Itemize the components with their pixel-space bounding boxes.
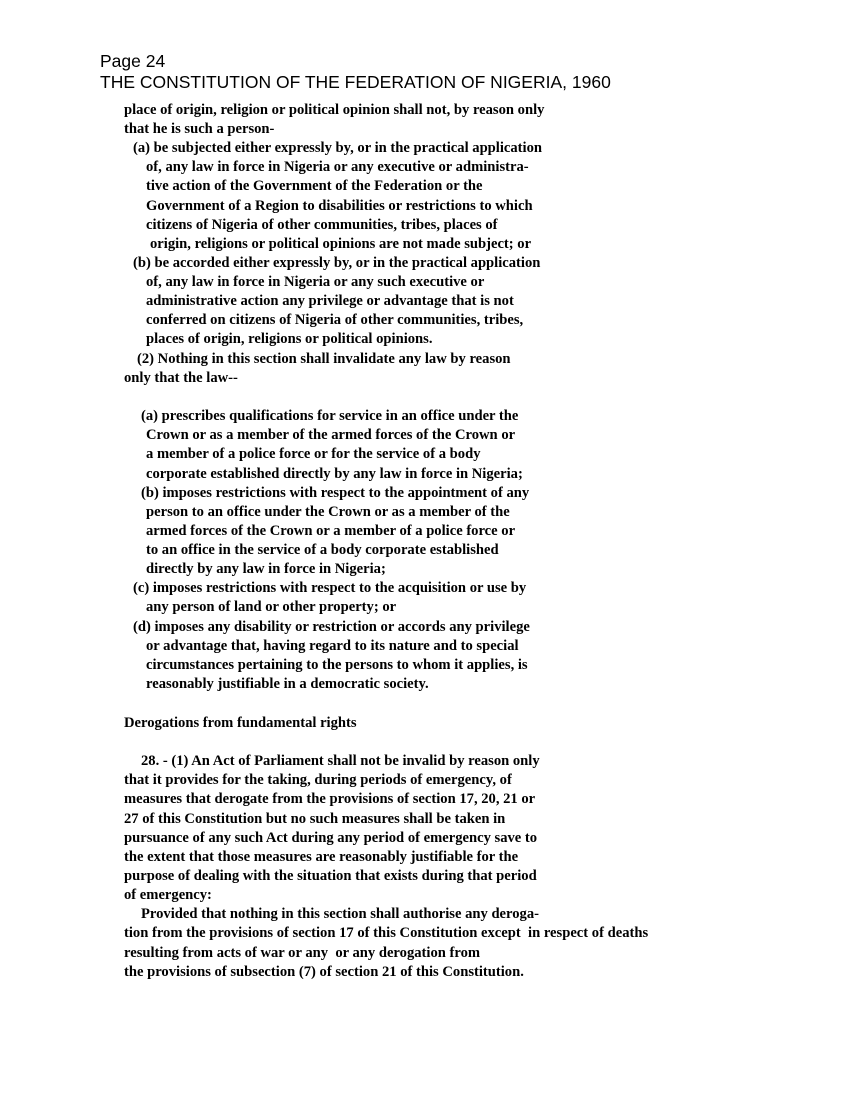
text-line: 28. - (1) An Act of Parliament shall not be invalid by reason only <box>141 753 540 769</box>
text-line: resulting from acts of war or any or any derogation from <box>124 945 481 961</box>
text-line: (b) imposes restrictions with respect to the appointment of any <box>141 485 530 501</box>
text-line: conferred on citizens of Nigeria of other communities, tribes, <box>146 312 524 328</box>
text-line: of, any law in force in Nigeria or any such executive or <box>146 274 485 290</box>
text-line: person to an office under the Crown or as a member of the <box>146 504 510 520</box>
text-line: measures that derogate from the provisions of section 17, 20, 21 or <box>124 791 536 807</box>
text-line: Crown or as a member of the armed forces of the Crown or <box>146 427 516 443</box>
text-line: directly by any law in force in Nigeria; <box>146 561 386 577</box>
text-line: purpose of dealing with the situation that exists during that period <box>124 868 537 884</box>
text-line: that he is such a person- <box>124 121 275 137</box>
text-line: to an office in the service of a body corporate established <box>146 542 499 558</box>
text-line: of emergency: <box>124 887 212 903</box>
text-line: (c) imposes restrictions with respect to the acquisition or use by <box>133 580 527 596</box>
text-line: corporate established directly by any law in force in Nigeria; <box>146 466 523 482</box>
text-line: that it provides for the taking, during periods of emergency, of <box>124 772 512 788</box>
text-line: citizens of Nigeria of other communities, tribes, places of <box>146 217 498 233</box>
text-line: (d) imposes any disability or restriction or accords any privilege <box>133 619 530 635</box>
text-line: origin, religions or political opinions are not made subject; or <box>150 236 532 252</box>
text-line: or advantage that, having regard to its nature and to special <box>146 638 519 654</box>
page-number-label: Page 24 <box>100 51 166 71</box>
text-line: tive action of the Government of the Federation or the <box>146 178 483 194</box>
text-line: of, any law in force in Nigeria or any executive or administra- <box>146 159 529 175</box>
text-line: Government of a Region to disabilities or restrictions to which <box>146 198 533 214</box>
text-line: only that the law-- <box>124 370 238 386</box>
text-line: 27 of this Constitution but no such measures shall be taken in <box>124 811 506 827</box>
text-line: armed forces of the Crown or a member of a police force or <box>146 523 516 539</box>
section-heading: Derogations from fundamental rights <box>124 715 357 731</box>
text-line: pursuance of any such Act during any period of emergency save to <box>124 830 538 846</box>
text-line: any person of land or other property; or <box>146 599 397 615</box>
text-line: (a) be subjected either expressly by, or in the practical application <box>133 140 543 156</box>
document-title: THE CONSTITUTION OF THE FEDERATION OF NIGERIA, 1960 <box>100 72 611 92</box>
text-line: the extent that those measures are reasonably justifiable for the <box>124 849 519 865</box>
text-line: a member of a police force or for the service of a body <box>146 446 481 462</box>
text-line: administrative action any privilege or advantage that is not <box>146 293 514 309</box>
text-line: the provisions of subsection (7) of section 21 of this Constitution. <box>124 964 524 980</box>
text-line: (a) prescribes qualifications for service in an office under the <box>141 408 519 424</box>
text-line: (2) Nothing in this section shall invalidate any law by reason <box>137 351 511 367</box>
text-line: (b) be accorded either expressly by, or in the practical application <box>133 255 541 271</box>
text-line: Provided that nothing in this section shall authorise any deroga- <box>141 906 540 922</box>
text-line: place of origin, religion or political opinion shall not, by reason only <box>124 102 545 118</box>
text-line: places of origin, religions or political opinions. <box>146 331 433 347</box>
text-line: circumstances pertaining to the persons to whom it applies, is <box>146 657 528 673</box>
text-line: reasonably justifiable in a democratic society. <box>146 676 429 692</box>
text-line: tion from the provisions of section 17 of this Constitution except in respect of deaths <box>124 925 649 941</box>
